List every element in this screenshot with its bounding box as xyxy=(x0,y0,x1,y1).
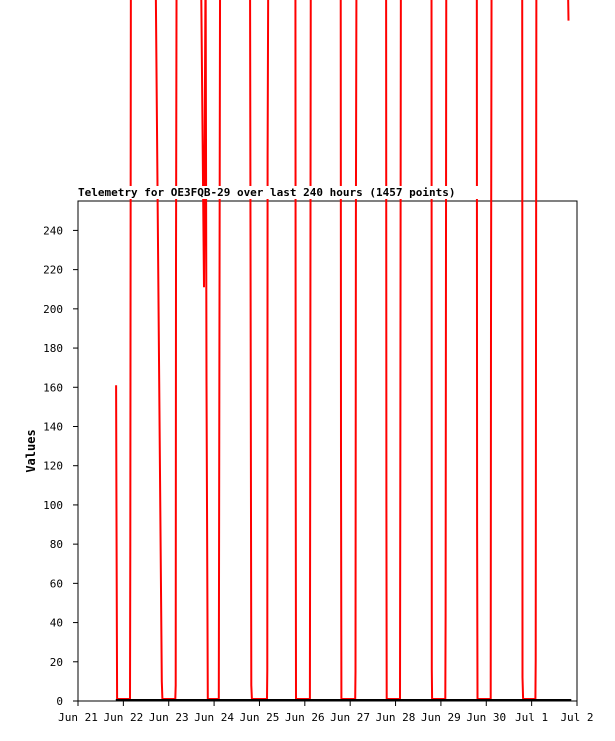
y-tick-label: 40 xyxy=(49,616,63,630)
chart-title: Telemetry for OE3FQB-29 over last 240 hours (1457 points) xyxy=(78,186,456,199)
y-tick-label: 60 xyxy=(49,577,63,591)
y-tick-label: 200 xyxy=(43,302,63,316)
x-tick-label: Jul 2 xyxy=(560,711,594,724)
y-tick-label: 20 xyxy=(49,655,63,669)
x-tick-label: Jun 26 xyxy=(284,711,325,724)
series-line-1 xyxy=(116,0,568,699)
y-tick-label: 100 xyxy=(43,498,63,512)
x-tick-label: Jul 1 xyxy=(515,711,549,724)
x-tick-label: Jun 22 xyxy=(103,711,144,724)
y-tick-label: 180 xyxy=(43,342,63,356)
x-tick-label: Jun 30 xyxy=(466,711,507,724)
x-axis xyxy=(58,701,593,724)
y-tick-label: 160 xyxy=(43,381,63,395)
y-tick-label: 0 xyxy=(56,695,63,708)
y-axis-label: Values xyxy=(24,429,38,473)
y-tick-label: 80 xyxy=(49,538,63,552)
x-tick-label: Jun 28 xyxy=(375,711,416,724)
x-tick-label: Jun 23 xyxy=(148,711,189,724)
x-tick-label: Jun 29 xyxy=(421,711,461,724)
y-tick-label: 140 xyxy=(43,420,63,434)
plot-area xyxy=(78,201,577,701)
y-tick-label: 120 xyxy=(43,459,63,473)
x-tick-label: Jun 24 xyxy=(194,711,234,724)
y-tick-label: 240 xyxy=(43,224,63,238)
y-axis xyxy=(43,224,78,708)
series-layer xyxy=(116,0,572,700)
x-tick-label: Jun 27 xyxy=(330,711,371,724)
x-tick-label: Jun 25 xyxy=(239,711,280,724)
x-tick-label: Jun 21 xyxy=(58,711,98,724)
y-tick-label: 220 xyxy=(43,263,63,277)
